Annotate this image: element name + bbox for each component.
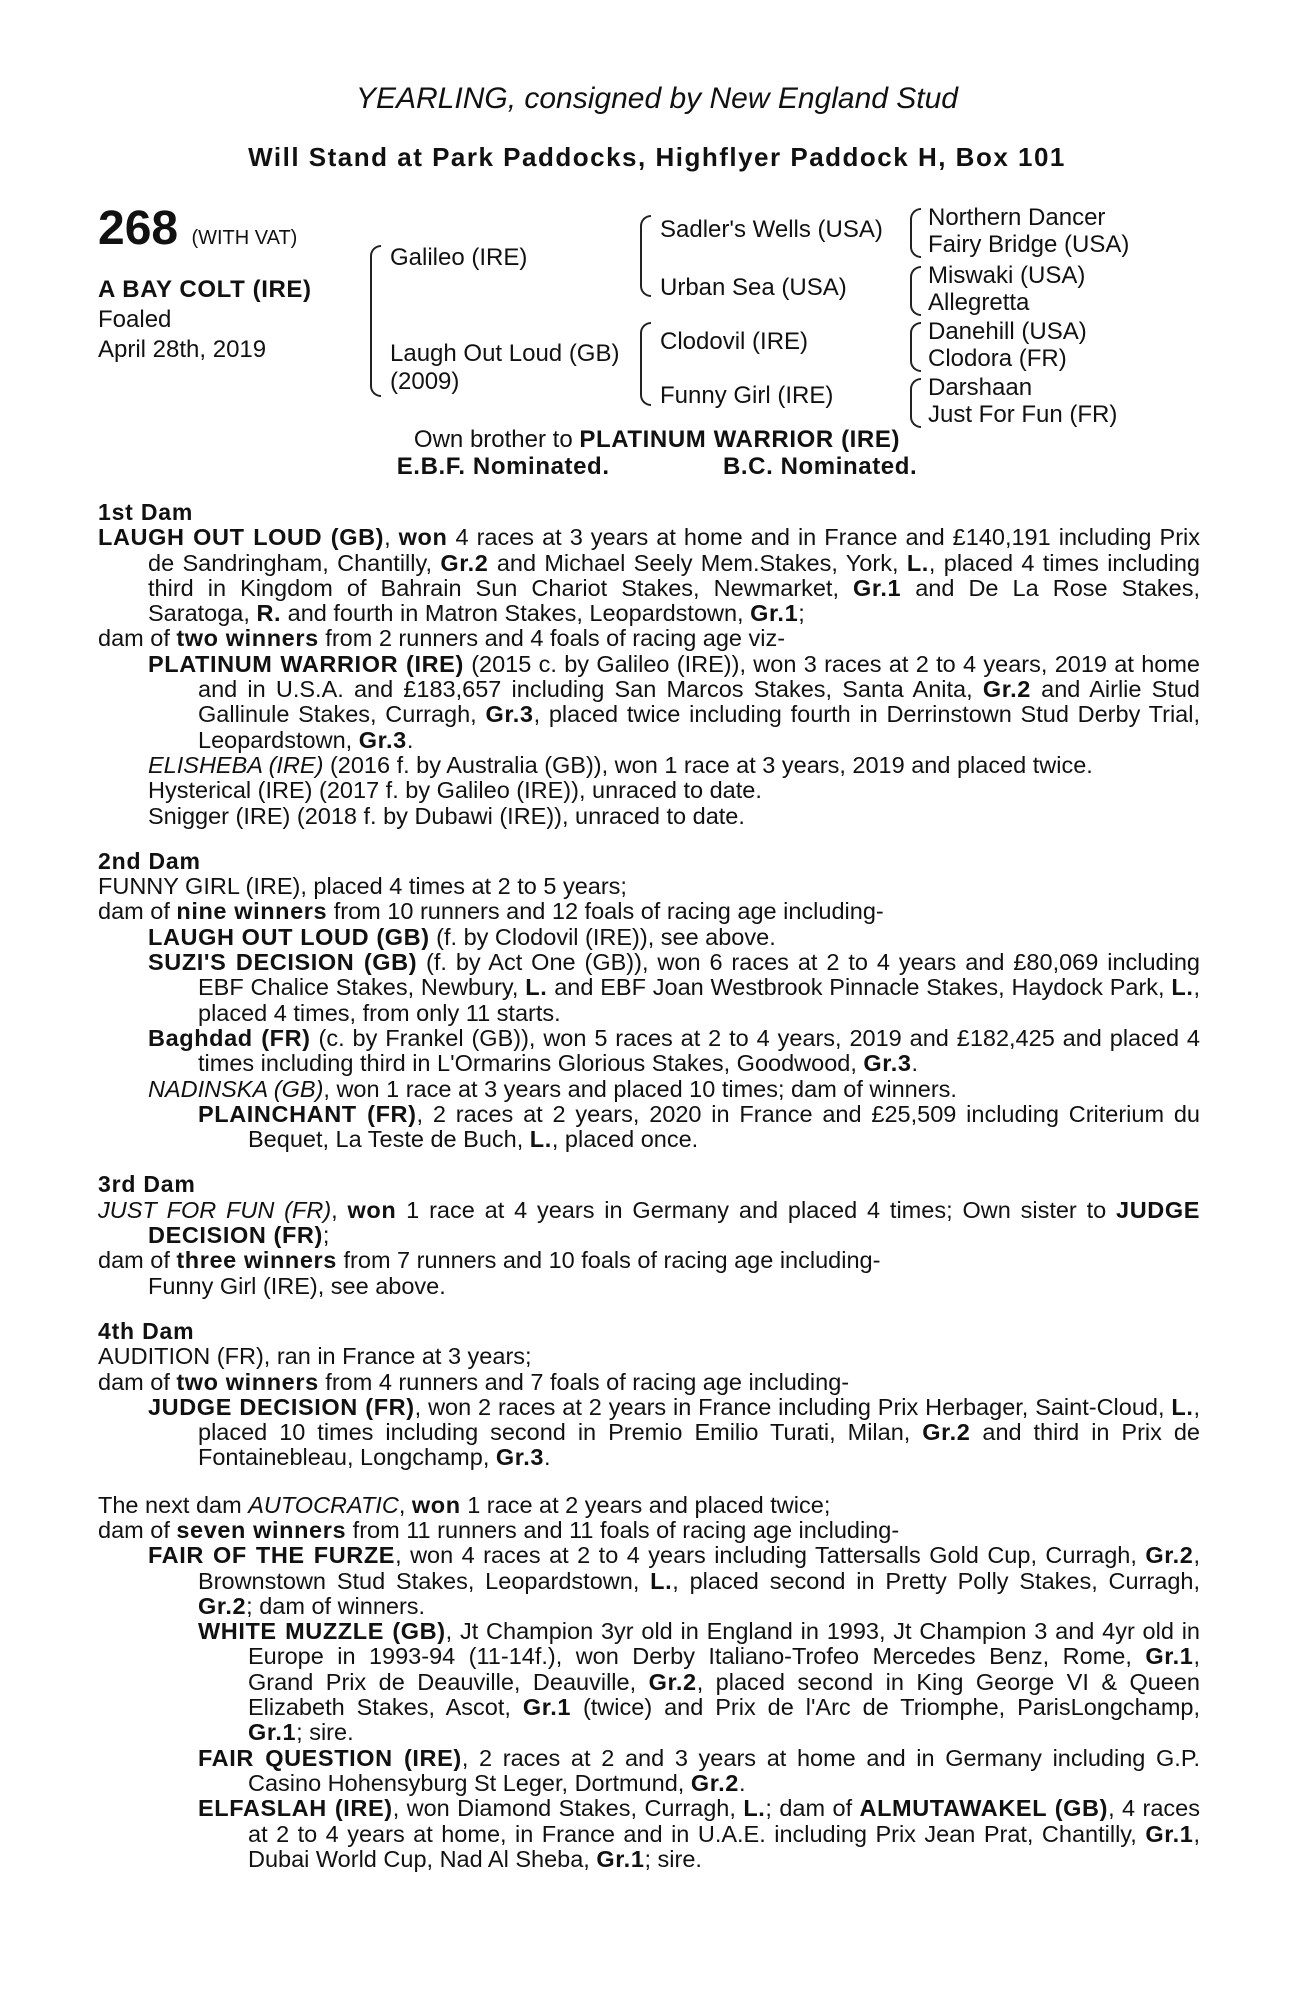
first-dam-record: LAUGH OUT LOUD (GB), won 4 races at 3 years at home and in France and £140,191 including Prix de Sandringham, Chantilly, Gr.2 and Michael Seely Mem.Stakes, York, L., placed 4 times including third in Kingdom of Bahrain Sun Chariot Stakes, Newmarket, Gr.1 and De La Rose Stakes, Saratoga, R. and fourth in Matron Stakes, Leopardstown, Gr.1; [98, 524, 1200, 627]
list-item: PLATINUM WARRIOR (IRE) (2015 c. by Galileo (IRE)), won 3 races at 2 to 4 years, 2019 at home and in U.S.A. and £183,657 including San Marcos Stakes, Santa Anita, Gr.2 and Airlie Stud Gallinule Stakes, Curragh, Gr.3, placed twice including fourth in Derrinstown Stud Derby Trial, Leopardstown, Gr.3. [148, 650, 1200, 753]
section-heading-3rd-dam: 3rd Dam [98, 1171, 196, 1198]
list-item: LAUGH OUT LOUD (GB) (f. by Clodovil (IRE)), see above. [148, 923, 776, 950]
list-item: ELISHEBA (IRE) (2016 f. by Australia (GB)), won 1 race at 3 years, 2019 and placed twice. [148, 751, 1093, 778]
sire-sire: Sadler's Wells (USA) [660, 216, 883, 243]
grandsire-2: Miswaki (USA) [928, 262, 1086, 289]
section-heading-1st-dam: 1st Dam [98, 499, 194, 525]
first-dam-produce-summary: dam of two winners from 2 runners and 4 foals of racing age viz- [98, 625, 786, 652]
list-item: Funny Girl (IRE), see above. [148, 1272, 446, 1299]
dam: Laugh Out Loud (GB) [390, 340, 620, 367]
third-dam-produce-summary: dam of three winners from 7 runners and 10 foals of racing age including- [98, 1247, 881, 1274]
lot-number-value: 268 [98, 202, 179, 255]
section-heading-2nd-dam: 2nd Dam [98, 847, 201, 874]
section-heading-4th-dam: 4th Dam [98, 1317, 195, 1344]
fourth-dam-produce-summary: dam of two winners from 4 runners and 7 foals of racing age including- [98, 1368, 850, 1395]
list-item: Hysterical (IRE) (2017 f. by Galileo (IRE)), unraced to date. [148, 777, 762, 804]
list-item: WHITE MUZZLE (GB), Jt Champion 3yr old in England in 1993, Jt Champion 3 and 4yr old in Europe in 1993-94 (11-14f.), won Derby Italiano-Trofeo Mercedes Benz, Rome, Gr.1, Grand Prix de Deauville, Deauville, Gr.2, placed second in King George VI & Queen Elizabeth Stakes, Ascot, Gr.1 (twice) and Prix de l'Arc de Triomphe, ParisLongchamp, Gr.1; sire. [198, 1618, 1201, 1746]
pedigree-body [98, 500, 1200, 1872]
pedigree-brace [910, 208, 921, 258]
lot-details [98, 275, 312, 365]
page-title: YEARLING, consigned by New England Stud [355, 82, 958, 115]
list-item: Baghdad (FR) (c. by Frankel (GB)), won 5 races at 2 to 4 years, 2019 and £182,425 and placed 4 times including third in L'Ormarins Glorious Stakes, Goodwood, Gr.3. [148, 1024, 1200, 1077]
list-item: JUDGE DECISION (FR), won 2 races at 2 years in France including Prix Herbager, Saint-Cloud, L., placed 10 times including second in Premio Emilio Turati, Milan, Gr.2 and third in Prix de Fontainebleau, Longchamp, Gr.3. [148, 1393, 1200, 1471]
own-brother-note: Own brother to PLATINUM WARRIOR (IRE) [413, 426, 901, 453]
next-dam-produce-summary: dam of seven winners from 11 runners and 11 foals of racing age including- [98, 1516, 900, 1543]
granddam-3: Clodora (FR) [928, 345, 1067, 372]
granddam-4: Just For Fun (FR) [928, 401, 1118, 428]
sire: Galileo (IRE) [390, 244, 528, 271]
next-dam-record: The next dam AUTOCRATIC, won 1 race at 2 years and placed twice; [98, 1491, 831, 1518]
nominations [0, 453, 1314, 481]
dam-year: (2009) [390, 368, 460, 395]
pedigree-brace [640, 322, 651, 406]
bc-nominated: B.C. Nominated. [722, 453, 918, 480]
pedigree-brace [910, 266, 921, 316]
dam-dam: Funny Girl (IRE) [660, 382, 834, 409]
grandsire-4: Darshaan [928, 374, 1033, 401]
lot-description: A BAY COLT (IRE) [98, 276, 312, 303]
list-item: SUZI'S DECISION (GB) (f. by Act One (GB)), won 6 races at 2 to 4 years and £80,069 including EBF Chalice Stakes, Newbury, L. and EBF Joan Westbrook Pinnacle Stakes, Haydock Park, L., placed 4 times, from only 11 starts. [148, 949, 1200, 1026]
ebf-nominated: E.B.F. Nominated. [396, 453, 610, 480]
list-item: FAIR OF THE FURZE, won 4 races at 2 to 4 years including Tattersalls Gold Cup, Curragh, Gr.2, Brownstown Stud Stakes, Leopardstown, L., placed second in Pretty Polly Stakes, Curragh, Gr.2; dam of winners. [148, 1542, 1200, 1619]
granddam-2: Allegretta [928, 289, 1030, 316]
sire-dam: Urban Sea (USA) [660, 274, 847, 301]
foaled-label: Foaled [98, 306, 172, 333]
dam-sire: Clodovil (IRE) [660, 328, 809, 355]
granddam-1: Fairy Bridge (USA) [928, 231, 1130, 258]
pedigree-brace [370, 245, 381, 397]
second-dam-record: FUNNY GIRL (IRE), placed 4 times at 2 to 5 years; [98, 873, 627, 900]
lot-number [98, 202, 298, 255]
grandsire-3: Danehill (USA) [928, 318, 1087, 345]
list-item: PLAINCHANT (FR), 2 races at 2 years, 2020 in France and £25,509 including Criterium du Bequet, La Teste de Buch, L., placed once. [198, 1100, 1200, 1153]
foaled-date: April 28th, 2019 [98, 336, 267, 363]
stand-location: Will Stand at Park Paddocks, Highflyer Paddock H, Box 101 [248, 142, 1066, 172]
pedigree-brace [910, 378, 921, 428]
list-item: Snigger (IRE) (2018 f. by Dubawi (IRE)), unraced to date. [148, 802, 745, 829]
list-item: ELFASLAH (IRE), won Diamond Stakes, Curragh, L.; dam of ALMUTAWAKEL (GB), 4 races at 2 to 4 years at home, in France and in U.A.E. including Prix Jean Prat, Chantilly, Gr.1, Dubai World Cup, Nad Al Sheba, Gr.1; sire. [198, 1795, 1200, 1872]
grandsire-1: Northern Dancer [928, 204, 1106, 231]
second-dam-produce-summary: dam of nine winners from 10 runners and 12 foals of racing age including- [98, 898, 884, 925]
vat-label: (WITH VAT) [191, 227, 298, 249]
pedigree-brace [640, 215, 651, 297]
pedigree-brace [910, 322, 921, 372]
fourth-dam-record: AUDITION (FR), ran in France at 3 years; [98, 1343, 532, 1370]
list-item: FAIR QUESTION (IRE), 2 races at 2 and 3 years at home and in Germany including G.P. Casino Hohensyburg St Leger, Dortmund, Gr.2. [198, 1744, 1200, 1796]
list-item: NADINSKA (GB), won 1 race at 3 years and placed 10 times; dam of winners. [148, 1075, 957, 1102]
third-dam-record: JUST FOR FUN (FR), won 1 race at 4 years in Germany and placed 4 times; Own sister to JUDGE DECISION (FR); [98, 1196, 1200, 1249]
own-brother-name: PLATINUM WARRIOR (IRE) [579, 426, 901, 453]
